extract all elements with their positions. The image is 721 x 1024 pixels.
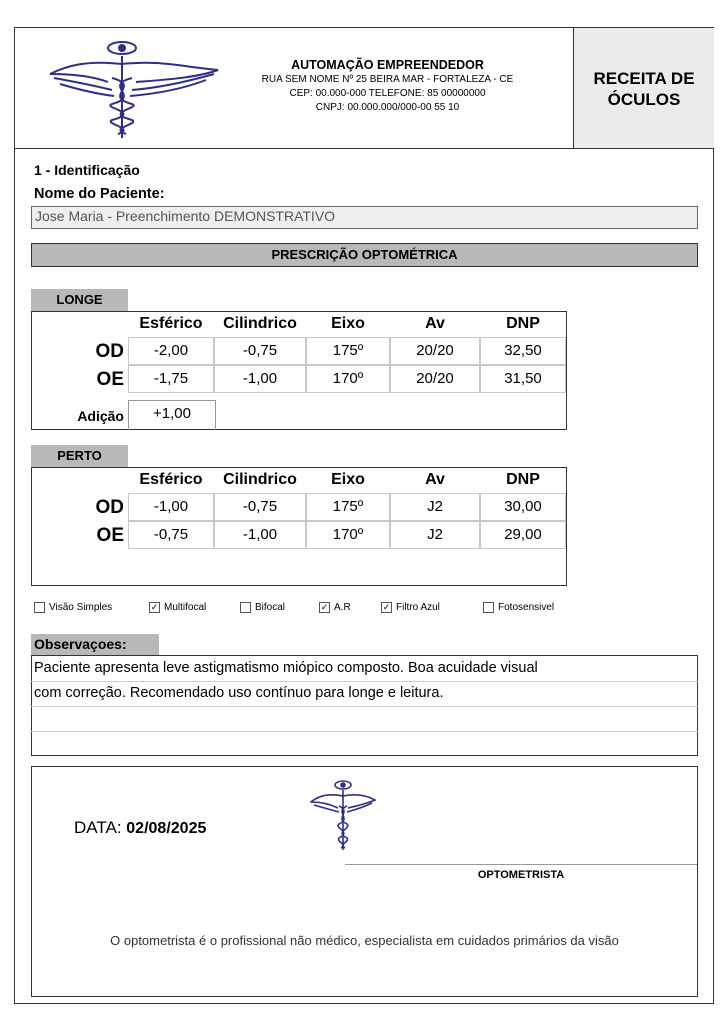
option-visao-simples[interactable] [34, 602, 112, 613]
date-label: DATA: [74, 818, 122, 837]
perto-col-header-cilindrico: Cilindrico [223, 471, 297, 488]
perto-col-header-eixo: Eixo [331, 471, 365, 488]
title-line-1: RECEITA DE [593, 68, 695, 88]
option-fotosensivel[interactable] [483, 602, 554, 613]
option-label: Visão Simples [49, 602, 113, 613]
addition-value[interactable]: +1,00 [128, 400, 216, 430]
observations-rule [31, 731, 698, 732]
option-bifocal[interactable] [240, 602, 285, 613]
document-title [573, 28, 714, 149]
perto-row-label-oe: OE [96, 525, 124, 546]
observations-line-2: com correção. Recomendado uso contínuo para longe e leitura. [34, 685, 444, 701]
option-label: Filtro Azul [396, 602, 440, 613]
company-cep-phone: CEP: 00.000-000 TELEFONE: 85 00000000 [289, 88, 486, 99]
longe-tag: LONGE [31, 289, 128, 311]
col-header-av: Av [425, 315, 445, 332]
checkbox-fotosensivel[interactable] [483, 602, 494, 613]
observations-label: Observaçoes: [31, 634, 159, 655]
longe-od-dnp[interactable]: 32,50 [480, 337, 566, 365]
observations-rule [31, 681, 698, 682]
longe-od-av[interactable]: 20/20 [390, 337, 480, 365]
company-address: RUA SEM NOME Nº 25 BEIRA MAR - FORTALEZA - CE [261, 74, 514, 85]
longe-od-eixo[interactable]: 175º [306, 337, 390, 365]
longe-row-label-oe: OE [96, 369, 124, 390]
prescription-title: PRESCRIÇÃO OPTOMÉTRICA [31, 243, 698, 267]
longe-oe-dnp[interactable]: 31,50 [480, 365, 566, 393]
option-label: Fotosensivel [498, 602, 555, 613]
longe-oe-esferico[interactable]: -1,75 [128, 365, 214, 393]
perto-oe-eixo[interactable]: 170º [306, 521, 390, 549]
perto-od-av[interactable]: J2 [390, 493, 480, 521]
perto-oe-cilindrico[interactable]: -1,00 [214, 521, 306, 549]
checkbox-ar[interactable]: ✓ [320, 602, 329, 612]
option-label: A.R [334, 602, 351, 613]
col-header-dnp: DNP [506, 315, 540, 332]
longe-od-esferico[interactable]: -2,00 [128, 337, 214, 365]
caduceus-eye-icon [310, 778, 376, 852]
option-label: Bifocal [255, 602, 286, 613]
patient-label: Nome do Paciente: [34, 186, 165, 202]
perto-od-cilindrico[interactable]: -0,75 [214, 493, 306, 521]
footnote: O optometrista é o profissional não médico, especialista em cuidados primários da visão [110, 933, 619, 948]
perto-oe-dnp[interactable]: 29,00 [480, 521, 566, 549]
option-multifocal[interactable] [149, 602, 206, 613]
longe-row-label-od: OD [95, 341, 124, 362]
longe-od-cilindrico[interactable]: -0,75 [214, 337, 306, 365]
option-label: Multifocal [164, 602, 207, 613]
longe-oe-cilindrico[interactable]: -1,00 [214, 365, 306, 393]
perto-od-eixo[interactable]: 175º [306, 493, 390, 521]
perto-od-esferico[interactable]: -1,00 [128, 493, 214, 521]
signature-line [345, 864, 697, 865]
col-header-eixo: Eixo [331, 315, 365, 332]
option-ar[interactable] [319, 602, 351, 613]
checkbox-bifocal[interactable] [240, 602, 251, 613]
checkbox-visao-simples[interactable] [34, 602, 45, 613]
signer-label: OPTOMETRISTA [477, 869, 565, 881]
perto-col-header-esferico: Esférico [139, 471, 203, 488]
col-header-cilindrico: Cilindrico [223, 315, 297, 332]
perto-col-header-dnp: DNP [506, 471, 540, 488]
option-filtro-azul[interactable] [381, 602, 440, 613]
caduceus-eye-icon [46, 38, 222, 142]
checkbox-filtro-azul[interactable]: ✓ [382, 602, 391, 612]
observations-line-1: Paciente apresenta leve astigmatismo miópico composto. Boa acuidade visual [34, 660, 538, 676]
perto-col-header-av: Av [425, 471, 445, 488]
perto-tag: PERTO [31, 445, 128, 467]
title-line-2: ÓCULOS [607, 89, 681, 109]
company-name: AUTOMAÇÃO EMPREENDEDOR [291, 58, 484, 72]
date-value: 02/08/2025 [126, 820, 207, 837]
checkbox-multifocal[interactable]: ✓ [150, 602, 159, 612]
col-header-esferico: Esférico [139, 315, 203, 332]
perto-od-dnp[interactable]: 30,00 [480, 493, 566, 521]
patient-name-field[interactable]: Jose Maria - Preenchimento DEMONSTRATIVO [31, 206, 698, 229]
perto-oe-av[interactable]: J2 [390, 521, 480, 549]
perto-row-label-od: OD [95, 497, 124, 518]
date-block [74, 818, 206, 838]
section-identification: 1 - Identificação [34, 162, 140, 178]
perto-oe-esferico[interactable]: -0,75 [128, 521, 214, 549]
addition-label: Adição [77, 408, 124, 424]
longe-oe-eixo[interactable]: 170º [306, 365, 390, 393]
company-cnpj: CNPJ: 00.000.000/000-00 55 10 [315, 102, 460, 113]
company-info [230, 58, 545, 115]
observations-rule [31, 706, 698, 707]
header-divider [14, 148, 714, 149]
longe-oe-av[interactable]: 20/20 [390, 365, 480, 393]
